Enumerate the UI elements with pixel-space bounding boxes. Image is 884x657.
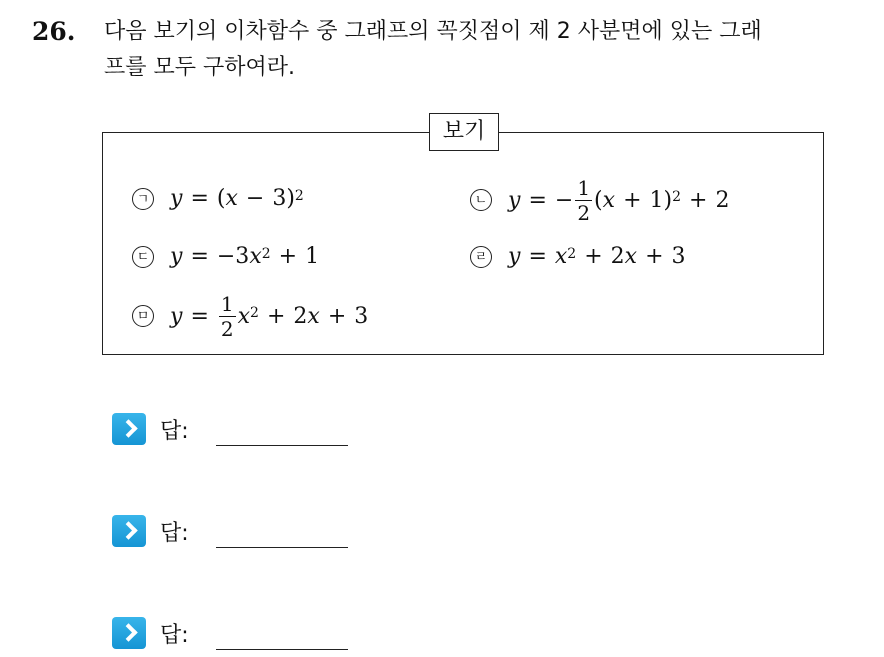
- choice-equation: y = − $\frac{1}{2}$ ( x + 1) $^2$ + 2: [508, 175, 730, 225]
- choice-equation: y = $\frac{1}{2}$ x $^2$ + 2 x + 3: [170, 291, 369, 341]
- choice-equation: y = ( x − 3) $^2$: [170, 186, 304, 211]
- answer-input-line[interactable]: [216, 445, 348, 446]
- question-text-line-2: 프를 모두 구하여라.: [104, 55, 295, 80]
- answer-row-3: [112, 615, 189, 651]
- choice-marker: ㄹ: [470, 246, 492, 268]
- answer-row-1: [112, 411, 189, 447]
- answer-label: 답:: [160, 520, 189, 546]
- answer-input-line[interactable]: [216, 547, 348, 548]
- choice-marker: ㄴ: [470, 189, 492, 211]
- choice-marker: ㅁ: [132, 305, 154, 327]
- answer-row-2: [112, 513, 189, 549]
- choice-3: [132, 244, 319, 269]
- choice-equation: y = −3 x $^2$ + 1: [170, 244, 320, 269]
- choice-2: [470, 176, 729, 224]
- question-text-line-1: 다음 보기의 이차함수 중 그래프의 꼭짓점이 제 2 사분면에 있는 그래: [104, 19, 762, 44]
- question-text: [104, 14, 872, 86]
- choice-5: [132, 292, 368, 340]
- answer-label: 답:: [160, 418, 189, 444]
- chevron-right-icon: [112, 617, 146, 649]
- choice-4: [470, 244, 686, 269]
- answer-label: 답:: [160, 622, 189, 648]
- choice-marker: ㄷ: [132, 246, 154, 268]
- chevron-right-icon: [112, 413, 146, 445]
- chevron-right-icon: [112, 515, 146, 547]
- bogi-title: 보기: [429, 113, 499, 151]
- question-number: 26.: [32, 17, 76, 46]
- choice-1: [132, 186, 304, 211]
- answer-input-line[interactable]: [216, 649, 348, 650]
- choice-marker: ㄱ: [132, 188, 154, 210]
- choice-equation: y = x $^2$ + 2 x + 3: [508, 244, 686, 269]
